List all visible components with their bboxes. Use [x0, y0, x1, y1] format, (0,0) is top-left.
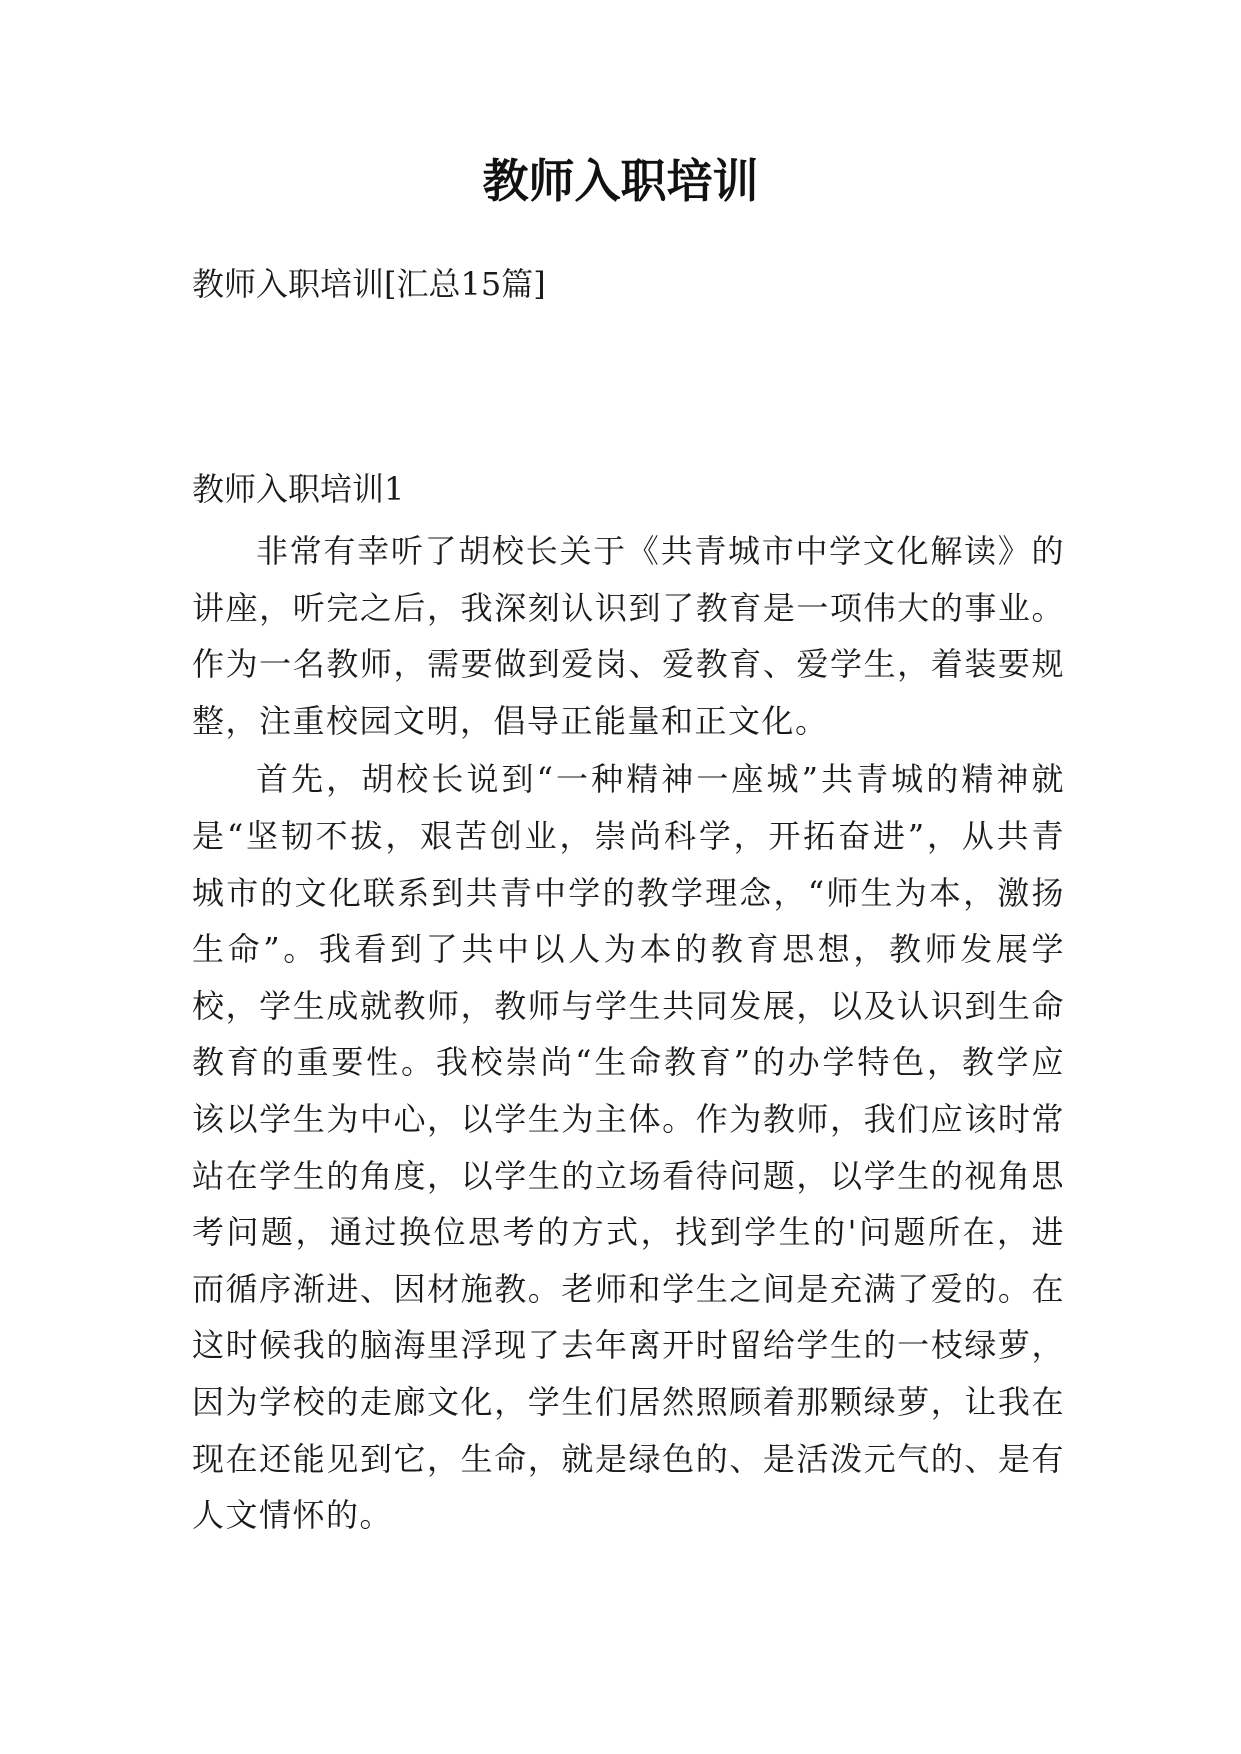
- body-text: [192, 523, 1065, 1546]
- document-title: 教师入职培训: [482, 154, 759, 208]
- section-heading: 教师入职培训1: [192, 470, 405, 508]
- paragraph-1: 非常有幸听了胡校长关于《共青城市中学文化解读》的讲座，听完之后，我深刻认识到了教育是一项伟大的事业。作为一名教师，需要做到爱岗、爱教育、爱学生，着装要规整，注重校园文明，倡导正能量和正文化。: [192, 532, 1065, 740]
- document-subtitle: 教师入职培训[汇总15篇]: [192, 265, 546, 303]
- paragraph-2: 首先，胡校长说到“一种精神一座城”共青城的精神就是“坚韧不拔，艰苦创业，崇尚科学，开拓奋进”，从共青城市的文化联系到共青中学的教学理念，“师生为本，激扬生命”。我看到了共中以人为本的教育思想，教师发展学校，学生成就教师，教师与学生共同发展，以及认识到生命教育的重要性。我校崇尚“生命教育”的办学特色，教学应该以学生为中心，以学生为主体。作为教师，我们应该时常站在学生的角度，以学生的立场看待问题，以学生的视角思考问题，通过换位思考的方式，找到学生的'问题所在，进而循序渐进、因材施教。老师和学生之间是充满了爱的。在这时候我的脑海里浮现了去年离开时留给学生的一枝绿萝，因为学校的走廊文化，学生们居然照顾着那颗绿萝，让我在现在还能见到它，生命，就是绿色的、是活泼元气的、是有人文情怀的。: [192, 760, 1065, 1535]
